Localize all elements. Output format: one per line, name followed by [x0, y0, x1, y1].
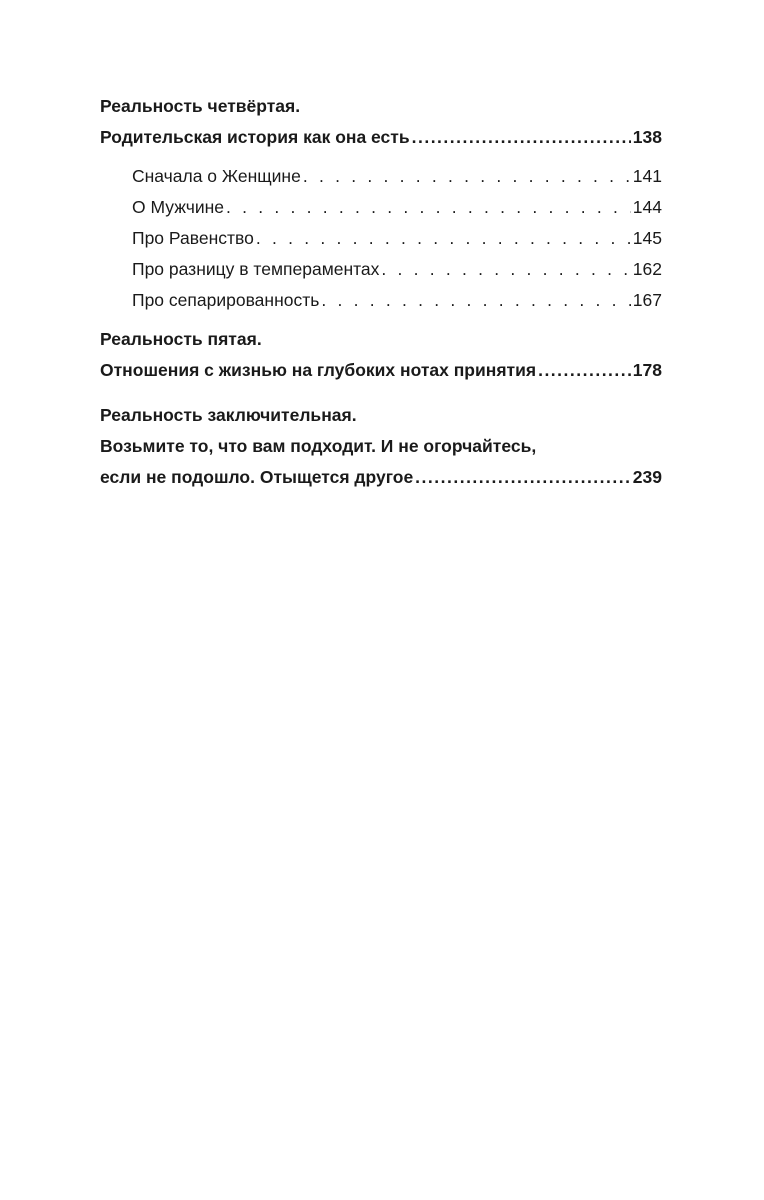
entry-title: Про сепарированность	[132, 290, 320, 310]
section-heading	[100, 96, 662, 127]
entry-title: Отношения с жизнью на глубоких нотах принятия	[100, 360, 537, 380]
toc-entry	[100, 467, 662, 498]
section-heading	[100, 329, 662, 360]
toc-entry	[100, 127, 662, 158]
entry-title: Про Равенство	[132, 228, 254, 248]
dot-leader	[303, 166, 631, 187]
section-heading-text: Реальность пятая.	[100, 329, 262, 349]
dot-leader	[256, 228, 631, 249]
toc-entry-line	[100, 436, 662, 467]
entry-title: если не подошло. Отыщется другое	[100, 467, 414, 487]
toc-subentry	[100, 259, 662, 290]
section-heading-text: Реальность четвёртая.	[100, 96, 301, 116]
toc-entry	[100, 360, 662, 391]
toc-subentry	[100, 197, 662, 228]
page-number: 144	[632, 197, 662, 217]
dot-leader	[321, 290, 630, 311]
toc-subentry	[100, 166, 662, 197]
dot-leader	[415, 467, 631, 488]
dot-leader	[381, 259, 630, 280]
dot-leader	[226, 197, 631, 218]
page-number: 145	[632, 228, 662, 248]
section-heading	[100, 405, 662, 436]
page-number: 178	[632, 360, 662, 380]
page-number: 141	[632, 166, 662, 186]
toc-subentry	[100, 290, 662, 321]
entry-title: О Мужчине	[132, 197, 224, 217]
page-number: 138	[632, 127, 662, 147]
entry-title: Про разницу в темпераментах	[132, 259, 380, 279]
entry-title: Родительская история как она есть	[100, 127, 410, 147]
entry-title: Возьмите то, что вам подходит. И не огорчайтесь,	[100, 436, 537, 456]
toc-subentry	[100, 228, 662, 259]
table-of-contents	[100, 96, 662, 498]
dot-leader	[412, 127, 631, 148]
page-number: 162	[632, 259, 662, 279]
entry-title: Сначала о Женщине	[132, 166, 301, 186]
page-number: 167	[632, 290, 662, 310]
dot-leader	[538, 360, 631, 381]
section-heading-text: Реальность заключительная.	[100, 405, 357, 425]
page-number: 239	[632, 467, 662, 487]
